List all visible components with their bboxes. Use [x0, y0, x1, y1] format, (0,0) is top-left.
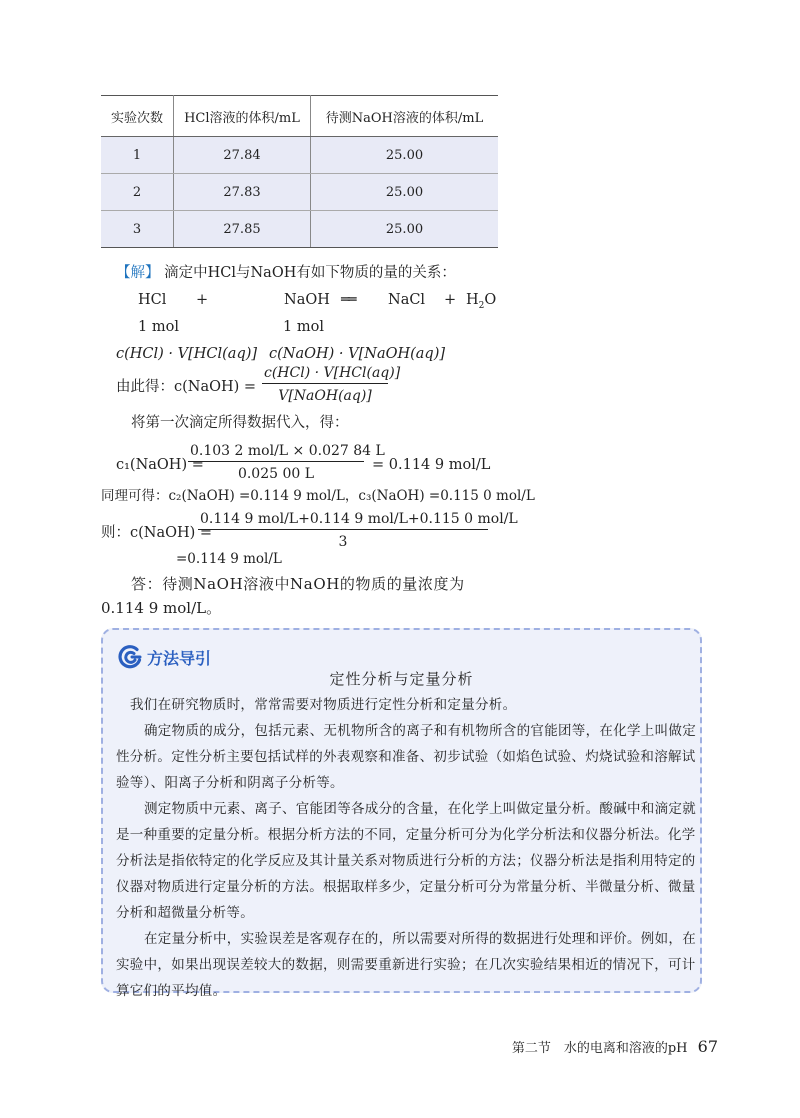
table-cell: 2	[101, 174, 174, 211]
eq-plus: +	[196, 292, 209, 308]
paragraph: 确定物质的成分，包括元素、无机物所含的离子和有机物所含的官能团等，在化学上叫做定性分析。定性分析主要包括试样的外表观察和准备、初步试验（如焰色试验、灼烧试验和溶解试验等）、阳离子分析和阴离子分析等。	[116, 723, 696, 791]
page-footer	[512, 1037, 718, 1056]
table-cell: 27.83	[174, 174, 311, 211]
fraction-numerator: 0.114 9 mol/L+0.114 9 mol/L+0.115 0 mol/L	[198, 511, 488, 530]
eq-naoh: NaOH	[284, 292, 330, 308]
eq-water: $H_2O$	[466, 292, 497, 311]
method-guide-body	[116, 692, 702, 1004]
derive-label: 由此得：c(NaOH) =	[116, 379, 257, 395]
paragraph: 我们在研究物质时，常常需要对物质进行定性分析和定量分析。	[130, 697, 517, 713]
substitute-text: 将第一次滴定所得数据代入，得：	[131, 415, 349, 431]
derive-fraction	[262, 365, 401, 404]
method-guide-icon	[117, 644, 143, 670]
solution-intro-text: 滴定中HCl与NaOH有如下物质的量的关系：	[164, 265, 456, 281]
relation-hcl: c(HCl) · V[HCl(aq)]	[116, 346, 258, 362]
fraction-denominator: 0.025 00 L	[237, 466, 315, 482]
table-cell: 27.84	[174, 137, 311, 174]
solution-intro	[116, 266, 456, 281]
fraction-denominator: V[NaOH(aq)]	[278, 388, 372, 404]
paragraph: 测定物质中元素、离子、官能团等各成分的含量，在化学上叫做定量分析。酸碱中和滴定就是一种重要的定量分析。根据分析方法的不同，定量分析可分为化学分析法和仪器分析法。化学分析法是指依特定的化学反应及其计量关系对物质进行分析的方法；仪器分析法是指利用特定的仪器对物质进行定量分析的方法。根据取样多少，定量分析可分为常量分析、半微量分析、微量分析和超微量分析等。	[116, 801, 696, 921]
eq-plus: +	[444, 292, 457, 308]
footer-section-title: 第二节 水的电离和溶液的pH	[511, 1041, 688, 1056]
table-header-row	[101, 96, 498, 137]
mol-hcl: 1 mol	[138, 319, 179, 335]
solution-tag: 【解】	[116, 265, 160, 281]
c1-label: c₁(NaOH) =	[116, 457, 204, 473]
paragraph: 在定量分析中，实验误差是客观存在的，所以需要对所得的数据进行处理和评价。例如，在实验中，如果出现误差较大的数据，则需要重新进行实验；在几次实验结果相近的情况下，可计算它们的平均值。	[116, 931, 696, 999]
table-header-cell: HCl溶液的体积/mL	[174, 96, 311, 137]
eq-nacl: NaCl	[388, 292, 426, 308]
method-guide-box	[101, 628, 702, 999]
table-header-cell: 待测NaOH溶液的体积/mL	[311, 96, 499, 137]
relation-naoh: c(NaOH) · V[NaOH(aq)]	[269, 346, 446, 362]
table-cell: 1	[101, 137, 174, 174]
similar-results: 同理可得：c₂(NaOH) =0.114 9 mol/L，c₃(NaOH) =0.115 0 mol/L	[101, 488, 535, 504]
table-cell: 25.00	[311, 211, 499, 248]
answer-line-2: 0.114 9 mol/L。	[101, 599, 222, 617]
average-label: 则：c(NaOH) =	[101, 525, 213, 541]
table-cell: 27.85	[174, 211, 311, 248]
fraction-numerator: c(HCl) · V[HCl(aq)]	[262, 365, 388, 384]
eq-hcl: HCl	[138, 292, 167, 308]
fraction-denominator: 3	[338, 534, 348, 550]
fraction-numerator: 0.103 2 mol/L × 0.027 84 L	[188, 443, 364, 462]
table-row	[101, 174, 498, 211]
reaction-equation	[0, 293, 800, 313]
page-number: 67	[697, 1037, 718, 1056]
mol-naoh: 1 mol	[283, 319, 324, 335]
average-result: =0.114 9 mol/L	[176, 551, 282, 567]
c1-fraction	[188, 443, 385, 482]
table-cell: 25.00	[311, 137, 499, 174]
table-row	[101, 211, 498, 248]
average-fraction	[198, 511, 518, 550]
table-cell: 3	[101, 211, 174, 248]
table-header-cell: 实验次数	[101, 96, 174, 137]
answer-line-1: 答：待测NaOH溶液中NaOH的物质的量浓度为	[131, 575, 465, 593]
table-cell: 25.00	[311, 174, 499, 211]
method-guide-title: 定性分析与定量分析	[329, 670, 474, 688]
c1-result: = 0.114 9 mol/L	[372, 457, 491, 473]
method-guide-label: 方法导引	[147, 649, 212, 668]
eq-equals-sign: ══	[341, 292, 355, 308]
table-row	[101, 137, 498, 174]
titration-data-table	[101, 95, 498, 248]
